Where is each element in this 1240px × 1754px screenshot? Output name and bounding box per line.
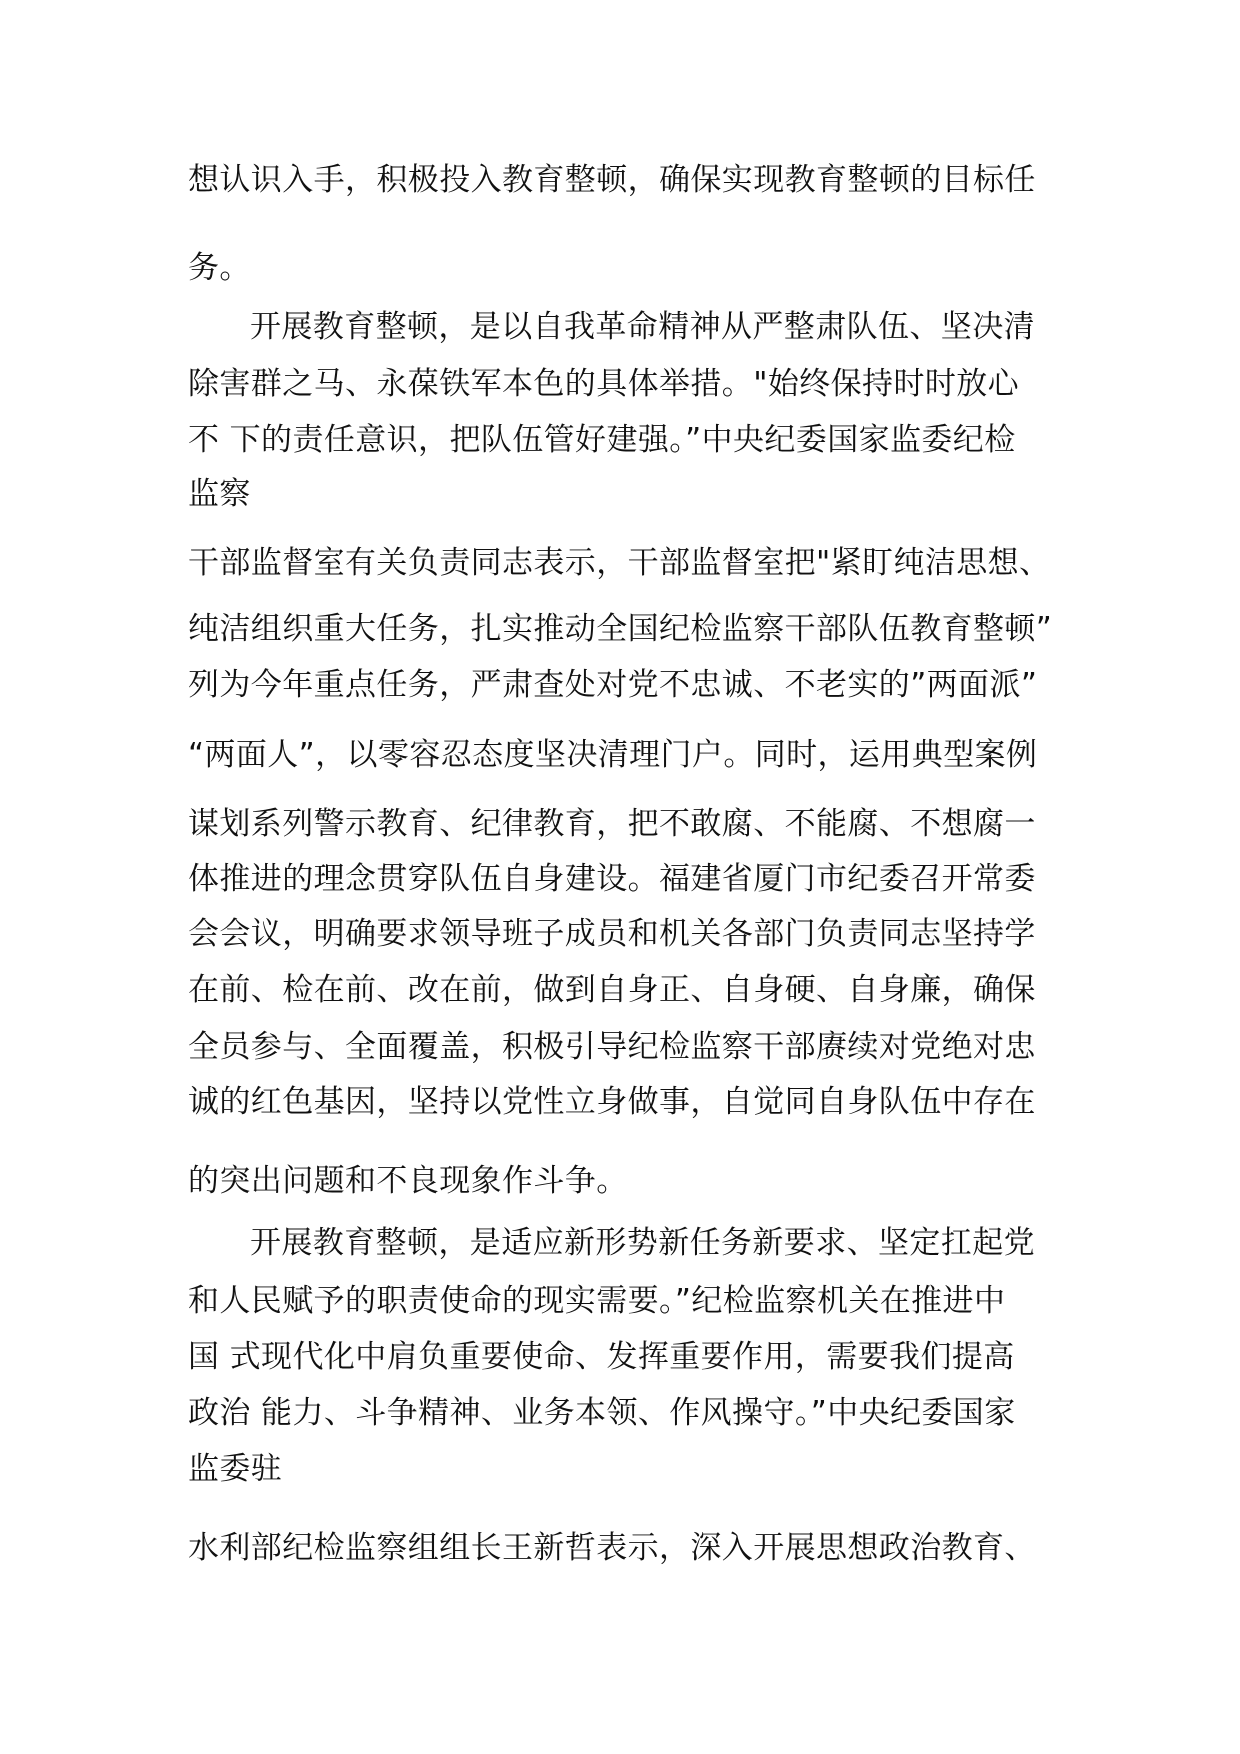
text-line: 水利部纪检监察组组长王新哲表示，深入开展思想政治教育、 <box>188 1530 1036 1566</box>
text-line: 体推进的理念贯穿队伍自身建设。福建省厦门市纪委召开常委 <box>188 861 1036 897</box>
text-line: 在前、检在前、改在前，做到自身正、自身硬、自身廉，确保 <box>188 972 1036 1008</box>
text-line: 谋划系列警示教育、纪律教育，把不敢腐、不能腐、不想腐一 <box>188 806 1036 842</box>
text-line: 全员参与、全面覆盖，积极引导纪检监察干部赓续对党绝对忠 <box>188 1029 1036 1065</box>
paragraph-first-line: 开展教育整顿，是适应新形势新任务新要求、坚定扛起党 <box>250 1225 1035 1261</box>
text-line: 国 式现代化中肩负重要使命、发挥重要作用，需要我们提高 <box>188 1339 1015 1375</box>
text-line: 政治 能力、斗争精神、业务本领、作风操守。”中央纪委国家 <box>188 1395 1016 1431</box>
text-line: “两面人”，以零容忍态度坚决清理门户。同时，运用典型案例 <box>188 737 1038 773</box>
text-line: 和人民赋予的职责使命的现实需要。”纪检监察机关在推进中 <box>188 1283 1006 1319</box>
text-line: 监委驻 <box>188 1451 283 1487</box>
text-line: 监察 <box>188 476 251 512</box>
text-line: 的突出问题和不良现象作斗争。 <box>188 1163 628 1199</box>
text-line: 纯洁组织重大任务，扎实推动全国纪检监察干部队伍教育整顿” <box>188 611 1053 647</box>
text-line: 不 下的责任意识，把队伍管好建强。”中央纪委国家监委纪检 <box>188 422 1016 458</box>
paragraph-first-line: 开展教育整顿，是以自我革命精神从严整肃队伍、坚决清 <box>250 309 1035 345</box>
text-line: 列为今年重点任务，严肃查处对党不忠诚、不老实的”两面派” <box>188 667 1038 703</box>
text-line: 想认识入手，积极投入教育整顿，确保实现教育整顿的目标任 <box>188 162 1036 198</box>
text-line: 除害群之马、永葆铁军本色的具体举措。"始终保持时时放心 <box>188 366 1020 402</box>
text-line: 干部监督室有关负责同志表示，干部监督室把"紧盯纯洁思想、 <box>188 545 1051 581</box>
text-line: 务。 <box>188 250 251 286</box>
text-line: 会会议，明确要求领导班子成员和机关各部门负责同志坚持学 <box>188 916 1036 952</box>
text-line: 诚的红色基因，坚持以党性立身做事，自觉同自身队伍中存在 <box>188 1084 1036 1120</box>
